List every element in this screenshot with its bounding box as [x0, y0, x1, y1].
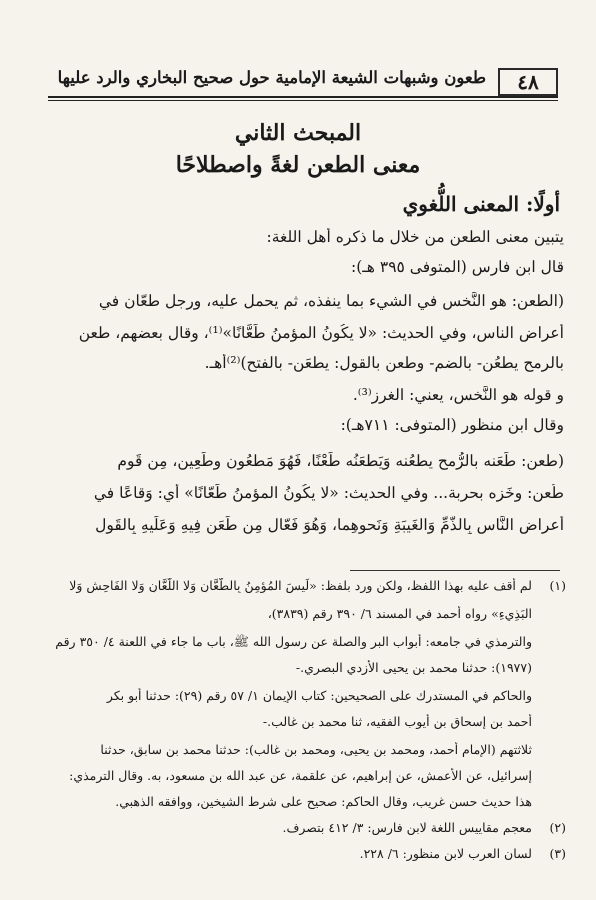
footnote-separator [350, 570, 560, 571]
footnote-line: إسرائيل، عن الأعمش، عن إبراهيم، عن علقمة، عن عبد الله بن مسعود، به. وقال الترمذي: [69, 768, 532, 783]
body-line: قال ابن فارس (المتوفى ٣٩٥ هـ): [350, 258, 564, 276]
body-line: (طعن: طَعَنه بالرُّمحِ يطعُنه وَيَطعَنُه طَعْنًا، فَهُوَ مَطعُون وطَعِين، مِن قَومٍ [117, 452, 564, 470]
body-line: أعراض الناس، وفي الحديث: «لا يكُونُ المؤمنُ طَعَّانًا»⁽¹⁾، وقال بعضهم، طعن [78, 324, 564, 342]
body-line: بالرمح يطعُن- بالضم- وطعن بالقول: يطعَن- بالفتح)⁽²⁾أهـ. [204, 354, 564, 372]
header-rule-thin [48, 100, 558, 101]
footnote-number: (١) [549, 578, 566, 593]
part-heading: أولًا: المعنى اللُّغوي [402, 192, 560, 216]
footnote-line: معجم مقاييس اللغة لابن فارس: ٣/ ٤١٢ بتصرف. [282, 820, 532, 835]
section-title: المبحث الثاني [234, 120, 362, 146]
body-line: أَعراض النَّاسِ بِالذَّمِّ وَالغَيبَةِ وَنَحوِهِما، وَهُوَ فَعّال مِن طَعَن فِيهِ وَعَلَيهِ بِالقَولِ [95, 516, 564, 534]
body-line: يتبين معنى الطعن من خلال ما ذكره أهل اللغة: [266, 228, 564, 246]
section-subtitle: معنى الطعن لغةً واصطلاحًا [175, 152, 421, 178]
footnote-line: (١٩٧٧): حدثنا محمد بن يحيى الأزدي البصري.- [295, 660, 532, 675]
body-line: (الطعن: هو النَّخس في الشيء بما ينفذه، ثم يحمل عليه، ورجل طعّان في [98, 292, 564, 310]
footnote-line: والحاكم في المستدرك على الصحيحين: كتاب الإيمان ١/ ٥٧ رقم (٢٩): حدثنا أبو بكر [106, 688, 532, 703]
footnote-line: ثلاثتهم (الإمام أحمد، ومحمد بن يحيى، ومحمد بن غالب): حدثنا محمد بن سابق، حدثنا [100, 742, 532, 757]
footnote-line: لم أقف عليه بهذا اللفظ، ولكن ورد بلفظ: «لَيسَ المُؤمِنُ بِالطَّعَّانِ وَلا اللَّعَّانِ وَلا الفَاحِشِ وَلا [69, 578, 532, 593]
running-head: طعون وشبهات الشيعة الإمامية حول صحيح البخاري والرد عليها [57, 68, 486, 87]
footnote-line: أحمد بن إسحاق بن أيوب الفقيه، ثنا محمد بن غالب.- [262, 714, 532, 729]
page-header [48, 62, 558, 94]
body-line: وقال ابن منظور (المتوفى: ٧١١هـ): [340, 416, 564, 434]
page-number: ٤٨ [498, 68, 558, 96]
footnote-line: هذا حديث حسن غريب، وقال الحاكم: صحيح على شرط الشيخين، ووافقه الذهبي. [115, 794, 532, 809]
footnote-line: والترمذي في جامعه: أبواب البر والصلة عن رسول الله ﷺ، باب ما جاء في اللعنة ٤/ ٣٥٠ رقم [55, 634, 532, 649]
footnote-line: البَذِيءِ» رواه أحمد في المسند ٦/ ٣٩٠ رقم (٣٨٣٩)، [267, 606, 532, 621]
body-line: طُعنٍ: وخَزه بحربة... وفي الحديث: «لا يكُونُ المؤمنُ طَعّانًا» أي: وَقاعًا في [93, 484, 564, 502]
header-rule [48, 96, 558, 98]
body-line: و قوله هو النَّخس، يعني: الغرز⁽³⁾. [352, 386, 564, 404]
footnote-number: (٢) [549, 820, 566, 835]
footnote-number: (٣) [549, 846, 566, 861]
footnote-line: لسان العرب لابن منظور: ٦/ ٢٢٨. [359, 846, 532, 861]
